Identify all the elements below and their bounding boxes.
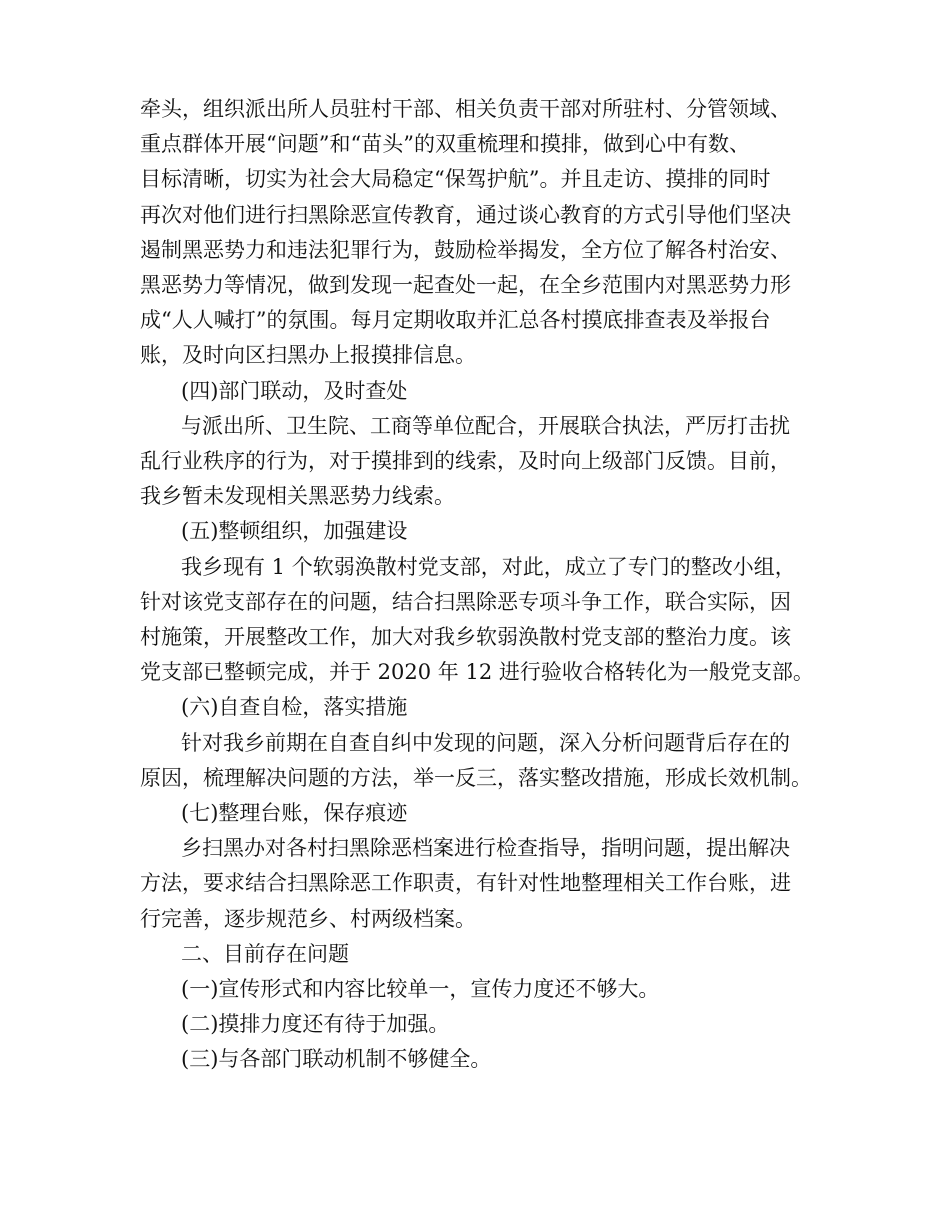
issue-item: (三)与各部门联动机制不够健全。 xyxy=(181,1047,492,1072)
body-text-line: 再次对他们进行扫黑除恶宣传教育，通过谈心教育的方式引导他们坚决 xyxy=(140,202,791,227)
document-body xyxy=(140,92,830,1078)
body-text-line: 党支部已整顿完成，并于 2020 年 12 进行验收合格转化为一般党支部。 xyxy=(140,660,814,685)
body-text-line: 行完善，逐步规范乡、村两级档案。 xyxy=(140,906,476,931)
body-text-line: 牵头，组织派出所人员驻村干部、相关负责干部对所驻村、分管领域、 xyxy=(140,97,791,121)
body-text-line: 成“人人喊打”的氛围。每月定期收取并汇总各村摸底排查表及举报台 xyxy=(140,308,771,333)
body-text-line: 黑恶势力等情况，做到发现一起查处一起，在全乡范围内对黑恶势力形 xyxy=(140,273,791,298)
body-text-line: 村施策，开展整改工作，加大对我乡软弱涣散村党支部的整治力度。该 xyxy=(140,625,791,650)
body-text-line: 遏制黑恶势力和违法犯罪行为，鼓励检举揭发，全方位了解各村治安、 xyxy=(140,237,791,262)
issue-item: (二)摸排力度还有待于加强。 xyxy=(181,1012,450,1037)
body-text-line: 与派出所、卫生院、工商等单位配合，开展联合执法，严厉打击扰 xyxy=(181,413,790,438)
body-text-line: 方法，要求结合扫黑除恶工作职责，有针对性地整理相关工作台账，进 xyxy=(140,871,791,896)
body-text-line: 乡扫黑办对各村扫黑除恶档案进行检查指导，指明问题，提出解决 xyxy=(181,836,790,861)
issue-item: (一)宣传形式和内容比较单一，宣传力度还不够大。 xyxy=(181,977,660,1002)
body-text-line: 乱行业秩序的行为，对于摸排到的线索，及时向上级部门反馈。目前， xyxy=(140,449,791,474)
section-heading: (五)整顿组织，加强建设 xyxy=(181,519,408,544)
body-text-line: 我乡暂未发现相关黑恶势力线索。 xyxy=(140,484,455,509)
section-heading: (四)部门联动，及时查处 xyxy=(181,378,408,403)
body-text-line: 我乡现有 1 个软弱涣散村党支部，对此，成立了专门的整改小组， xyxy=(181,554,796,579)
section-heading: (七)整理台账，保存痕迹 xyxy=(181,801,408,826)
chapter-heading: 二、目前存在问题 xyxy=(181,941,349,966)
body-text-line: 针对该党支部存在的问题，结合扫黑除恶专项斗争工作，联合实际，因 xyxy=(140,589,791,614)
body-text-line: 原因，梳理解决问题的方法，举一反三，落实整改措施，形成长效机制。 xyxy=(140,765,812,790)
body-text-line: 针对我乡前期在自查自纠中发现的问题，深入分析问题背后存在的 xyxy=(181,730,790,755)
body-text-line: 账，及时向区扫黑办上报摸排信息。 xyxy=(140,343,476,368)
body-text-line: 目标清晰，切实为社会大局稳定“保驾护航”。并且走访、摸排的同时 xyxy=(140,167,771,192)
body-text-line: 重点群体开展“问题”和“苗头”的双重梳理和摸排，做到心中有数、 xyxy=(140,132,750,157)
section-heading: (六)自查自检，落实措施 xyxy=(181,695,408,720)
